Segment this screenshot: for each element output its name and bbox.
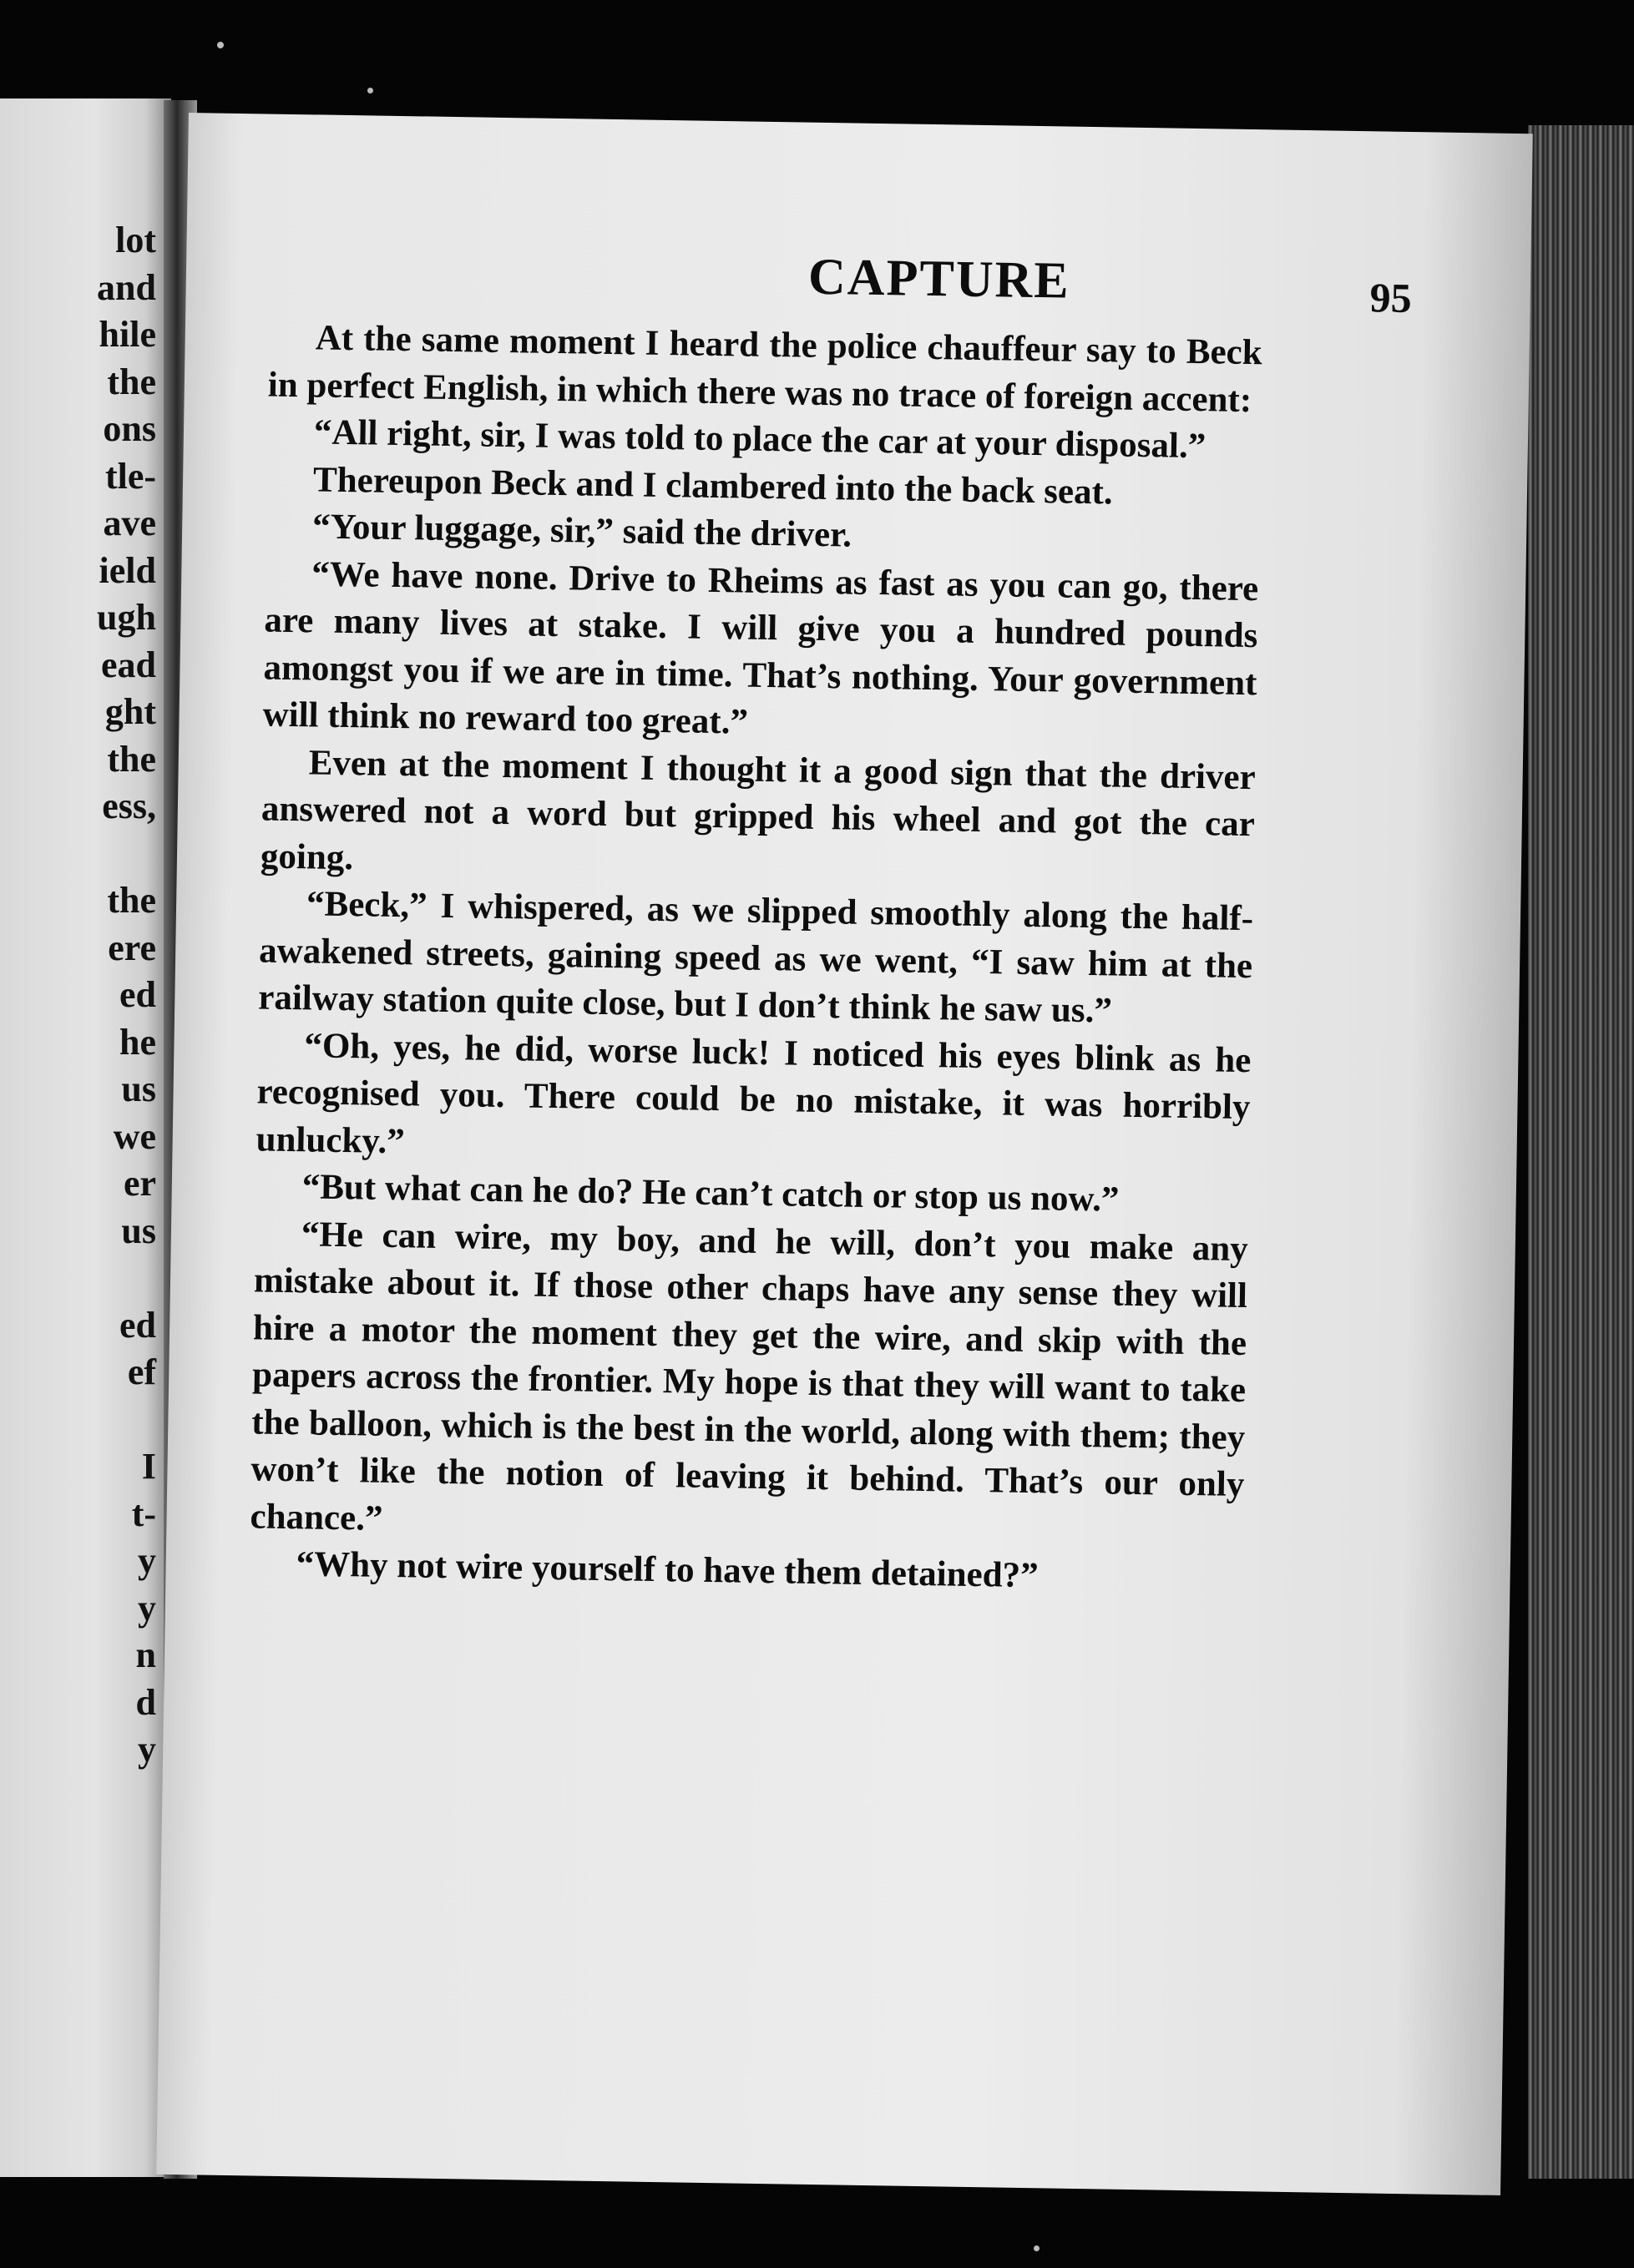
facing-page-fragment: tle- xyxy=(104,455,156,497)
facing-page-fragment: ed xyxy=(119,1304,156,1346)
paragraph: “But what can he do? He can’t catch or stop us now.” xyxy=(301,1167,1120,1220)
facing-page-fragment: t- xyxy=(131,1493,156,1534)
page-edges xyxy=(1528,125,1634,2179)
facing-page-fragment: we xyxy=(113,1115,156,1157)
paragraph: “Oh, yes, he did, worse luck! I noticed his eyes blink as he recognised you. There could be no mistake, it was horribly unlucky.” xyxy=(255,1025,1252,1161)
facing-page-fragment: ed xyxy=(119,974,156,1015)
facing-page-fragment: ere xyxy=(108,927,156,968)
facing-page-fragment: he xyxy=(119,1021,156,1063)
facing-page-fragment: y xyxy=(138,1587,156,1629)
page-number: 95 xyxy=(1369,274,1413,322)
paragraph: Even at the moment I thought it a good sign that the driver answered not a word but gripped his wheel and got the car going. xyxy=(260,742,1257,877)
facing-page-fragment: I xyxy=(141,1446,156,1487)
facing-page-fragment: ght xyxy=(104,691,156,732)
facing-page-fragment: ead xyxy=(101,644,156,685)
facing-page-fragment: n xyxy=(135,1634,156,1675)
dust-speck xyxy=(217,42,224,48)
facing-page-fragment: us xyxy=(121,1210,156,1251)
facing-page-fragment: hile xyxy=(99,314,156,355)
facing-page-fragment: er xyxy=(123,1163,156,1204)
running-head: CAPTURE xyxy=(807,248,1071,310)
facing-page-fragment: the xyxy=(107,738,156,780)
facing-page-fragment: d xyxy=(135,1681,156,1723)
facing-page-fragment: the xyxy=(107,880,156,921)
paragraph: At the same moment I heard the police chauffeur say to Beck in perfect English, in which there was no trace of foreign accent: xyxy=(267,318,1263,420)
facing-page-fragment: y xyxy=(138,1540,156,1581)
facing-page-fragment: and xyxy=(97,266,156,308)
page-header xyxy=(620,245,1455,333)
dust-speck xyxy=(1034,2245,1040,2251)
facing-page-fragment: us xyxy=(121,1068,156,1109)
facing-page-fragment: ons xyxy=(103,408,156,449)
facing-page-fragment: ugh xyxy=(97,597,156,638)
facing-page-fragment: lot xyxy=(115,220,156,260)
page-body xyxy=(249,315,1262,1604)
paragraph: “All right, sir, I was told to place the car at your disposal.” xyxy=(313,412,1207,467)
paragraph: “Your luggage, sir,” said the driver. xyxy=(311,507,852,555)
paragraph: “Beck,” I whispered, as we slipped smoothly along the half-awakened streets, gaining speed as we went, “I saw him at the railway station quite close, but I don’t think he saw us.” xyxy=(257,884,1254,1031)
paragraph: Thereupon Beck and I clambered into the back seat. xyxy=(312,459,1113,512)
paragraph: “He can wire, my boy, and he will, don’t you make any mistake about it. If those other chaps have any sense they will hire a motor the moment they get the wire, and skip with the papers across the frontier. My hope is that they will want to take the balloon, which is the best in the world, along with them; they won’t like the notion of leaving it behind. That’s our only chance.” xyxy=(250,1214,1249,1538)
facing-page-fragment: ef xyxy=(127,1351,156,1392)
facing-page xyxy=(0,98,171,2177)
book-page xyxy=(156,113,1533,2195)
paragraph: “Why not wire yourself to have them detained?” xyxy=(296,1544,1039,1596)
facing-page-fragment: ield xyxy=(99,549,156,591)
facing-page-fragment: the xyxy=(107,361,156,402)
facing-page-fragment: ave xyxy=(103,503,156,543)
dust-speck xyxy=(367,88,373,93)
facing-page-fragment: ess, xyxy=(102,785,156,826)
facing-page-fragment: y xyxy=(138,1729,156,1770)
paragraph: “We have none. Drive to Rheims as fast as you can go, there are many lives at stake. I will give you a hundred pounds amongst you if we are in time. That’s nothing. Your government will think no reward too great.” xyxy=(262,553,1259,742)
